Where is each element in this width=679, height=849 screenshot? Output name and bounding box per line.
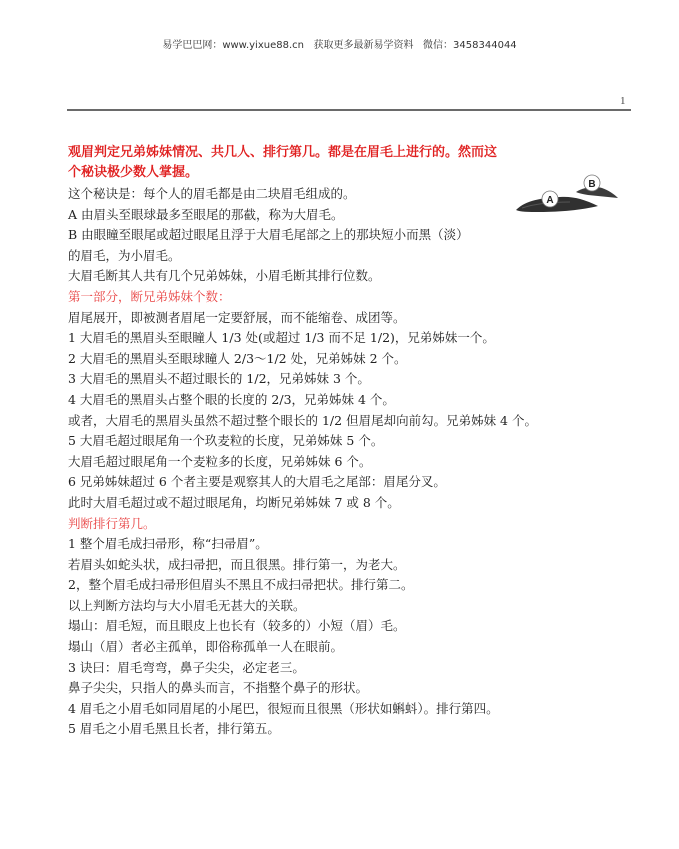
section-heading: 第一部分，断兄弟姊妹个数： [68,288,231,304]
section-heading: 判断排行第几。 [68,515,156,531]
body-line: 以上判断方法均与大小眉毛无甚大的关联。 [68,597,306,613]
page-number: 1 [620,95,626,107]
body-line: 大眉毛断其人共有几个兄弟姊妹，小眉毛断其排行位数。 [68,268,381,284]
body-line: 4 眉毛之小眉毛如同眉尾的小尾巴，很短而且很黑（形状如蝌蚪）。排行第四。 [68,700,499,716]
body-line: 大眉毛超过眼尾角一个麦粒多的长度，兄弟姊妹 6 个。 [68,453,372,469]
body-line: 或者，大眉毛的黑眉头虽然不超过整个眼长的 1/2 但眉尾却向前勾。兄弟姊妹 4 个。 [68,412,537,428]
body-line: 1 整个眉毛成扫帚形，称“扫帚眉”。 [68,536,268,552]
body-lines [68,184,638,740]
body-line: A 由眉头至眼球最多至眼尾的那截，称为大眉毛。 [68,206,344,222]
body-line: 若眉头如蛇头状，成扫帚把，而且很黑。排行第一，为老大。 [68,556,406,572]
label-b: B [588,179,596,190]
page-header: 易学巴巴网：www.yixue88.cn 获取更多最新易学资料 微信：3458344044 [162,40,517,51]
body-line: 3 大眉毛的黑眉头不超过眼长的 1/2，兄弟姊妹 3 个。 [68,371,370,387]
header-divider [67,109,631,111]
body-line: 3 诀曰：眉毛弯弯，鼻子尖尖，必定老三。 [68,659,305,675]
body-line: 5 大眉毛超过眼尾角一个玖麦粒的长度，兄弟姊妹 5 个。 [68,433,384,449]
body-line: 塌山（眉）者必主孤单，即俗称孤单一人在眼前。 [68,639,344,655]
body-line: 鼻子尖尖，只指人的鼻头而言，不指整个鼻子的形状。 [68,680,369,696]
body-line: B 由眼瞳至眼尾或超过眼尾且浮于大眉毛尾部之上的那块短小而黑（淡） [68,227,469,243]
body-line: 1 大眉毛的黑眉头至眼瞳人 1/3 处(或超过 1/3 而不足 1/2)，兄弟姊妹一个。 [68,330,495,346]
body-line: 6 兄弟姊妹超过 6 个者主要是观察其人的大眉毛之尾部：眉尾分叉。 [68,474,446,490]
body-line: 5 眉毛之小眉毛黑且长者，排行第五。 [68,721,280,737]
document-body [68,143,638,740]
body-line: 的眉毛，为小眉毛。 [68,247,181,263]
body-line: 此时大眉毛超过或不超过眼尾角，均断兄弟姊妹 7 或 8 个。 [68,494,400,510]
body-line: 4 大眉毛的黑眉头占整个眼的长度的 2/3，兄弟姊妹 4 个。 [68,391,395,407]
body-line: 眉尾展开，即被测者眉尾一定要舒展，而不能缩卷、成团等。 [68,309,406,325]
body-line: 这个秘诀是：每个人的眉毛都是由二块眉毛组成的。 [68,186,356,201]
body-line: 塌山：眉毛短，而且眼皮上也长有（较多的）小短（眉）毛。 [68,618,406,634]
body-line: 2 大眉毛的黑眉头至眼球瞳人 2/3～1/2 处，兄弟姊妹 2 个。 [68,350,407,366]
label-a: A [546,195,554,206]
body-line: 2，整个眉毛成扫帚形但眉头不黑且不成扫帚把状。排行第二。 [68,577,414,593]
document-heading: 观眉判定兄弟姊妹情况、共几人、排行第几。都是在眉毛上进行的。然而这个秘诀极少数人掌握。 [68,145,498,180]
